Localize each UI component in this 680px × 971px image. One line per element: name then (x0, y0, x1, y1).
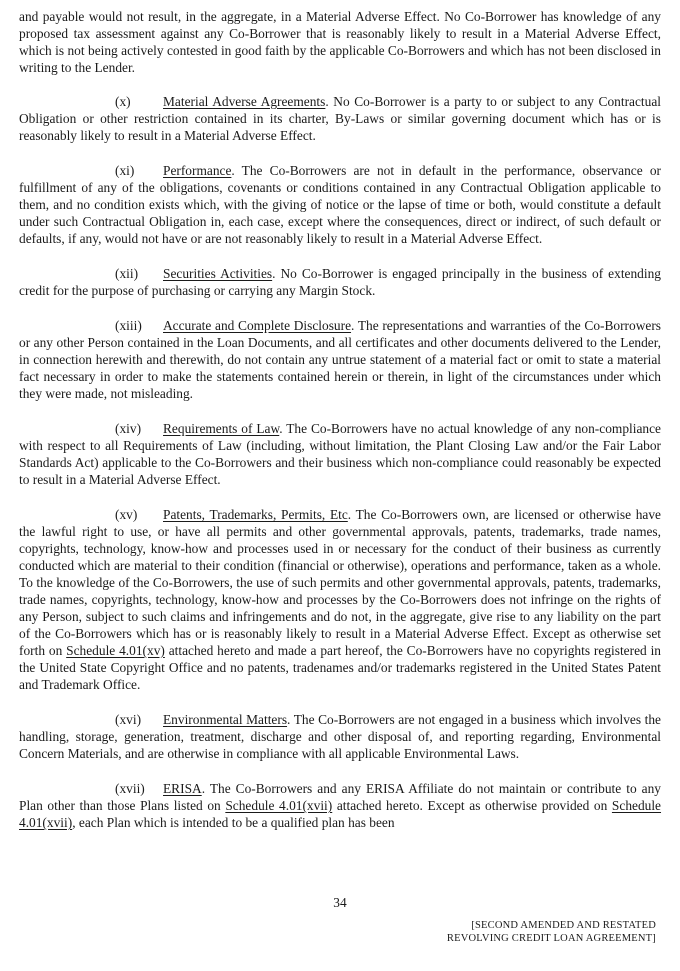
section-body: . The Co-Borrowers are not in default in the performance, observance or fulfillment of any of the obligations, covenants or conditions contained in any Contractual Obligation applicable to them, and no condition exists which, with the giving of notice or the lapse of time or both, would constitute a default under such Contractual Obligation in, each case, except where the consequences, direct or indirect, of such default or defaults, if any, would not have or are not reasonably likely to result in a Material Adverse Effect. (19, 163, 661, 246)
section-xiv (19, 420, 661, 488)
section-number: (xvi) (115, 712, 142, 727)
section-body: . The Co-Borrowers are not engaged in a business which involves the handling, storage, generation, treatment, discharge and other disposal of, and reporting regarding, Environmental Concern Materials, and are otherwise in compliance with all applicable Environmental Laws. (19, 712, 661, 761)
section-body: . The Co-Borrowers own, are licensed or otherwise have the lawful right to use, or have all permits and other governmental approvals, patents, trademarks, trade names, copyrights, technology, know-how and processes used in or necessary for the conduct of their business as currently conducted which are material to their condition (financial or otherwise), operations and performance, taken as a whole. To the knowledge of the Co-Borrowers, the use of such permits and other governmental approvals, patents, trademarks, trade names, copyrights, technology, know-how and processes by the Co-Borrowers does not infringe on the rights of any Person, subject to such claims and infringements and do not, in the aggregate, give rise to any liability on the part of the Co-Borrowers which has or is reasonably likely to result in a Material Adverse Effect. Except as otherwise set forth on (19, 507, 661, 658)
section-heading: Accurate and Complete Disclosure (163, 318, 352, 333)
section-xi (19, 162, 661, 247)
section-xvi (19, 711, 661, 762)
section-heading: Performance (163, 163, 232, 178)
footer-line: REVOLVING CREDIT LOAN AGREEMENT] (446, 933, 656, 944)
section-number: (xvii) (115, 781, 145, 796)
section-body: . No Co-Borrower is a party to or subject to any Contractual Obligation or other restriction contained in its charter, By-Laws or similar governing document which has or is reasonably likely to result in a Material Adverse Effect. (19, 94, 662, 143)
section-xvii (19, 780, 661, 831)
section-body: . No Co-Borrower is engaged principally in the business of extending credit for the purpose of purchasing or carrying any Margin Stock. (19, 266, 661, 298)
intro-text: and payable would not result, in the aggregate, in a Material Adverse Effect. No Co-Borrower has knowledge of any proposed tax assessment against any Co-Borrower that is reasonably likely to result in a Material Adverse Effect, which is not being actively contested in good faith by the applicable Co-Borrowers and which has not been disclosed in writing to the Lender. (19, 9, 661, 75)
footer-line: [SECOND AMENDED AND RESTATED (471, 920, 656, 931)
section-body: , each Plan which is intended to be a qualified plan has been (72, 815, 395, 830)
document-page (19, 8, 661, 849)
section-xv (19, 506, 661, 693)
schedule-reference: Schedule 4.01(xvii) (225, 798, 333, 813)
section-number: (xiv) (115, 421, 142, 436)
section-heading: Requirements of Law (163, 421, 280, 436)
section-body: . The representations and warranties of the Co-Borrowers or any other Person contained in the Loan Documents, and all certificates and other documents delivered to the Lender, in connection herewith and therewith, do not contain any untrue statement of a material fact or omit to state a material fact necessary in order to make the statements contained herein or therein, in light of the circumstances under which they were made, not misleading. (19, 318, 661, 401)
section-body: attached hereto and made a part hereof, the Co-Borrowers have no copyrights registered in the United State Copyright Office and no patents, tradenames and/or trademarks registered in the United States Patent and Trademark Office. (19, 643, 661, 692)
section-heading: Securities Activities (163, 266, 273, 281)
section-heading: Environmental Matters (163, 712, 288, 727)
schedule-reference: Schedule 4.01(xv) (66, 643, 165, 658)
section-body: attached hereto. Except as otherwise provided on (332, 798, 612, 813)
section-body: . The Co-Borrowers and any ERISA Affiliate do not maintain or contribute to any Plan other than those Plans listed on (19, 781, 661, 813)
section-number: (x) (115, 94, 131, 109)
section-number: (xiii) (115, 318, 142, 333)
section-x (19, 93, 661, 144)
document-footer (447, 919, 656, 945)
section-heading: Material Adverse Agreements (163, 94, 326, 109)
intro-paragraph (19, 8, 661, 76)
section-heading: Patents, Trademarks, Permits, Etc (163, 507, 348, 522)
section-body: . The Co-Borrowers have no actual knowledge of any non-compliance with respect to all Requirements of Law (including, without limitation, the Plant Closing Law and/or the Fair Labor Standards Act) applicable to the Co-Borrowers and their business which non-compliance could reasonably be expected to result in a Material Adverse Effect. (19, 421, 661, 487)
section-number: (xv) (115, 507, 138, 522)
section-heading: ERISA (163, 781, 202, 796)
section-xiii (19, 317, 661, 402)
section-number: (xii) (115, 266, 139, 281)
schedule-reference: Schedule 4.01(xvii) (19, 798, 662, 830)
section-xii (19, 265, 661, 299)
section-number: (xi) (115, 163, 135, 178)
page-number: 34 (333, 895, 347, 910)
